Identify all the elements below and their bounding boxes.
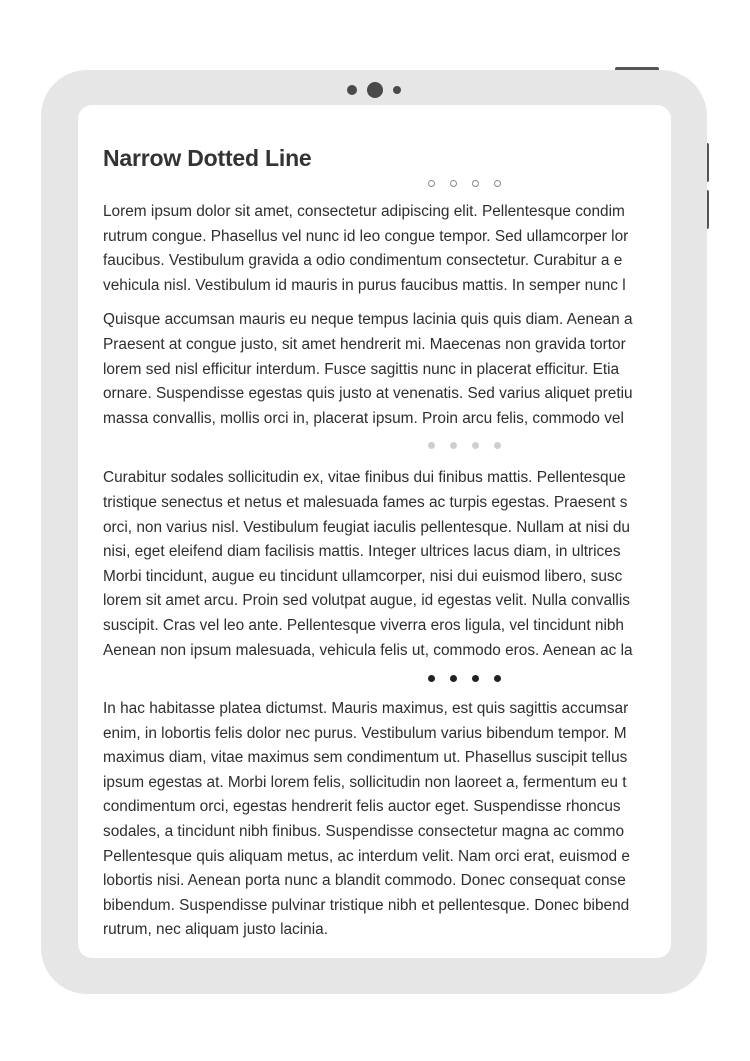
text-line: massa convallis, mollis orci in, placerat ipsum. Proin arcu felis, commodo vel bbox=[103, 409, 624, 427]
text-line: Lorem ipsum dolor sit amet, consectetur adipiscing elit. Pellentesque condim bbox=[103, 203, 625, 220]
paragraph-4 bbox=[103, 697, 671, 943]
paragraph-1 bbox=[103, 200, 671, 298]
article bbox=[103, 143, 671, 943]
text-line: nisi, eget eleifend diam facilisis mattis. Integer ultrices lacus diam, in ultrices bbox=[103, 543, 621, 561]
camera-array bbox=[41, 82, 707, 98]
divider-dot bbox=[494, 180, 501, 187]
text-line: Aenean non ipsum malesuada, vehicula felis ut, commodo eros. Aenean ac la bbox=[103, 641, 633, 659]
text-line: faucibus. Vestibulum gravida a odio condimentum consectetur. Curabitur a e bbox=[103, 252, 623, 270]
paragraph-3 bbox=[103, 466, 671, 663]
dotted-divider-light bbox=[103, 437, 671, 453]
divider-dot bbox=[472, 675, 479, 682]
dotted-divider-dark bbox=[103, 670, 671, 686]
camera-icon bbox=[367, 82, 383, 98]
text-line: lorem sed nisl efficitur interdum. Fusce sagittis nunc in placerat efficitur. Etia bbox=[103, 360, 620, 378]
divider-dot bbox=[428, 180, 435, 187]
page-title: Narrow Dotted Line bbox=[103, 145, 312, 171]
paragraph-2 bbox=[103, 308, 671, 431]
divider-dot bbox=[450, 675, 457, 682]
text-line: ornare. Suspendisse egestas quis justo at venenatis. Sed varius aliquet pretiu bbox=[103, 385, 633, 403]
text-line: lorem sit amet arcu. Proin sed volutpat augue, id egestas velit. Nulla convallis bbox=[103, 592, 630, 610]
text-line: Curabitur sodales sollicitudin ex, vitae finibus dui finibus mattis. Pellentesque bbox=[103, 469, 626, 487]
divider-dot bbox=[472, 180, 479, 187]
text-line: ipsum egestas at. Morbi lorem felis, sollicitudin non laoreet a, fermentum eu t bbox=[103, 773, 627, 791]
divider-dot bbox=[472, 442, 479, 449]
text-line: condimentum orci, egestas hendrerit felis auctor eget. Suspendisse rhoncus bbox=[103, 798, 621, 816]
text-line: bibendum. Suspendisse pulvinar tristique nibh et pellentesque. Donec bibend bbox=[103, 896, 630, 914]
divider-dot bbox=[494, 442, 501, 449]
text-line: suscipit. Cras vel leo ante. Pellentesque viverra eros ligula, vel tincidunt nibh bbox=[103, 616, 624, 634]
text-line: rutrum, nec aliquam justo lacinia. bbox=[103, 921, 328, 939]
text-line: Praesent at congue justo, sit amet hendrerit mi. Maecenas non gravida tortor bbox=[103, 335, 626, 353]
text-line: maximus diam, vitae maximus sem condimentum ut. Phasellus suscipit tellus bbox=[103, 749, 628, 767]
divider-dot bbox=[450, 442, 457, 449]
sensor-icon bbox=[393, 86, 401, 94]
divider-dot bbox=[494, 675, 501, 682]
text-line: Quisque accumsan mauris eu neque tempus lacinia quis quis diam. Aenean a bbox=[103, 311, 633, 329]
text-line: sodales, a tincidunt nibh finibus. Suspendisse consectetur magna ac commo bbox=[103, 823, 625, 841]
text-line: Pellentesque quis aliquam metus, ac interdum velit. Nam orci erat, euismod e bbox=[103, 847, 630, 865]
divider-dot bbox=[450, 180, 457, 187]
text-line: tristique senectus et netus et malesuada fames ac turpis egestas. Praesent s bbox=[103, 493, 628, 511]
divider-dot bbox=[428, 442, 435, 449]
divider-dot bbox=[428, 675, 435, 682]
text-line: rutrum congue. Phasellus vel nunc id leo congue tempor. Sed ullamcorper lor bbox=[103, 227, 629, 245]
text-line: vehicula nisl. Vestibulum id mauris in purus faucibus mattis. In semper nunc l bbox=[103, 276, 626, 294]
sensor-icon bbox=[347, 85, 357, 95]
text-line: enim, in lobortis felis dolor nec purus. Vestibulum varius bibendum tempor. M bbox=[103, 724, 627, 742]
text-line: orci, non varius nisl. Vestibulum feugiat iaculis pellentesque. Nullam at nisi du bbox=[103, 518, 630, 536]
tablet-device bbox=[41, 70, 707, 994]
text-line: In hac habitasse platea dictumst. Mauris maximus, est quis sagittis accumsar bbox=[103, 700, 629, 718]
text-line: Morbi tincidunt, augue eu tincidunt ullamcorper, nisi dui euismod libero, susc bbox=[103, 567, 623, 585]
screen[interactable] bbox=[78, 105, 671, 958]
dotted-divider-outline bbox=[103, 175, 671, 191]
text-line: lobortis nisi. Aenean porta nunc a blandit commodo. Donec consequat conse bbox=[103, 872, 626, 890]
